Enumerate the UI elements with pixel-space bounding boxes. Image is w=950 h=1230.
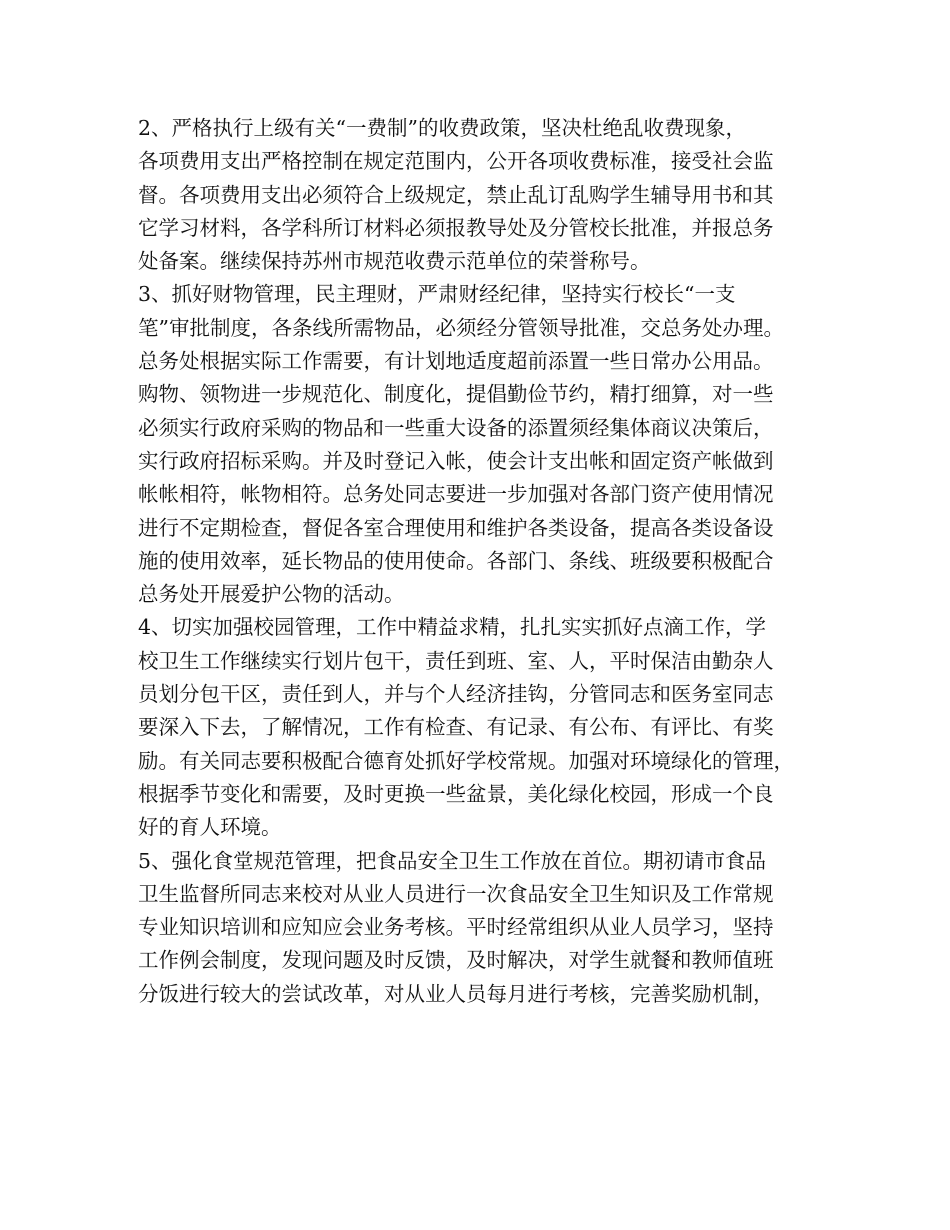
text-line: 实行政府招标采购。并及时登记入帐，使会计支出帐和固定资产帐做到 <box>138 448 774 473</box>
text-line: 总务处根据实际工作需要，有计划地适度超前添置一些日常办公用品。 <box>138 349 774 374</box>
text-line: 卫生监督所同志来校对从业人员进行一次食品安全卫生知识及工作常规 <box>138 881 774 906</box>
text-line: 处备案。继续保持苏州市规范收费示范单位的荣誉称号。 <box>138 249 651 274</box>
text-line: 5、强化食堂规范管理，把食品安全卫生工作放在首位。期初请市食品 <box>138 848 767 873</box>
text-line: 专业知识培训和应知应会业务考核。平时经常组织从业人员学习，坚持 <box>138 915 774 940</box>
text-line: 工作例会制度，发现问题及时反馈，及时解决，对学生就餐和教师值班 <box>138 948 774 973</box>
text-line: 各项费用支出严格控制在规定范围内，公开各项收费标准，接受社会监 <box>138 149 774 174</box>
text-line: 要深入下去，了解情况，工作有检查、有记录、有公布、有评比、有奖 <box>138 715 774 740</box>
text-line: 校卫生工作继续实行划片包干，责任到班、室、人，平时保洁由勤杂人 <box>138 648 774 673</box>
text-line: 督。各项费用支出必须符合上级规定，禁止乱订乱购学生辅导用书和其 <box>138 182 774 207</box>
text-line: 帐帐相符，帐物相符。总务处同志要进一步加强对各部门资产使用情况 <box>138 482 774 507</box>
text-line: 2、严格执行上级有关“一费制”的收费政策，坚决杜绝乱收费现象， <box>138 116 747 140</box>
text-line: 员划分包干区，责任到人，并与个人经济挂钩，分管同志和医务室同志 <box>138 682 774 707</box>
text-line: 必须实行政府采购的物品和一些重大设备的添置须经集体商议决策后， <box>138 415 774 440</box>
text-line: 4、切实加强校园管理，工作中精益求精，扎扎实实抓好点滴工作，学 <box>138 615 767 640</box>
text-line: 分饭进行较大的尝试改革，对从业人员每月进行考核，完善奖励机制， <box>138 981 774 1006</box>
document-body <box>138 112 828 1011</box>
text-line: 笔”审批制度，各条线所需物品，必须经分管领导批准，交总务处办理。 <box>138 315 784 340</box>
text-line: 根据季节变化和需要，及时更换一些盆景，美化绿化校园，形成一个良 <box>138 781 774 806</box>
text-line: 它学习材料，各学科所订材料必须报教导处及分管校长批准，并报总务 <box>138 215 774 240</box>
text-line: 励。有关同志要积极配合德育处抓好学校常规。加强对环境绿化的管理， <box>138 748 794 773</box>
text-line: 好的育人环境。 <box>138 815 282 840</box>
text-line: 总务处开展爱护公物的活动。 <box>138 582 405 607</box>
text-line: 施的使用效率，延长物品的使用使命。各部门、条线、班级要积极配合 <box>138 548 774 573</box>
text-line: 3、抓好财物管理，民主理财，严肃财经纪律，坚持实行校长“一支 <box>138 282 736 307</box>
text-line: 进行不定期检查，督促各室合理使用和维护各类设备，提高各类设备设 <box>138 515 774 540</box>
text-line: 购物、领物进一步规范化、制度化，提倡勤俭节约，精打细算，对一些 <box>138 382 774 407</box>
